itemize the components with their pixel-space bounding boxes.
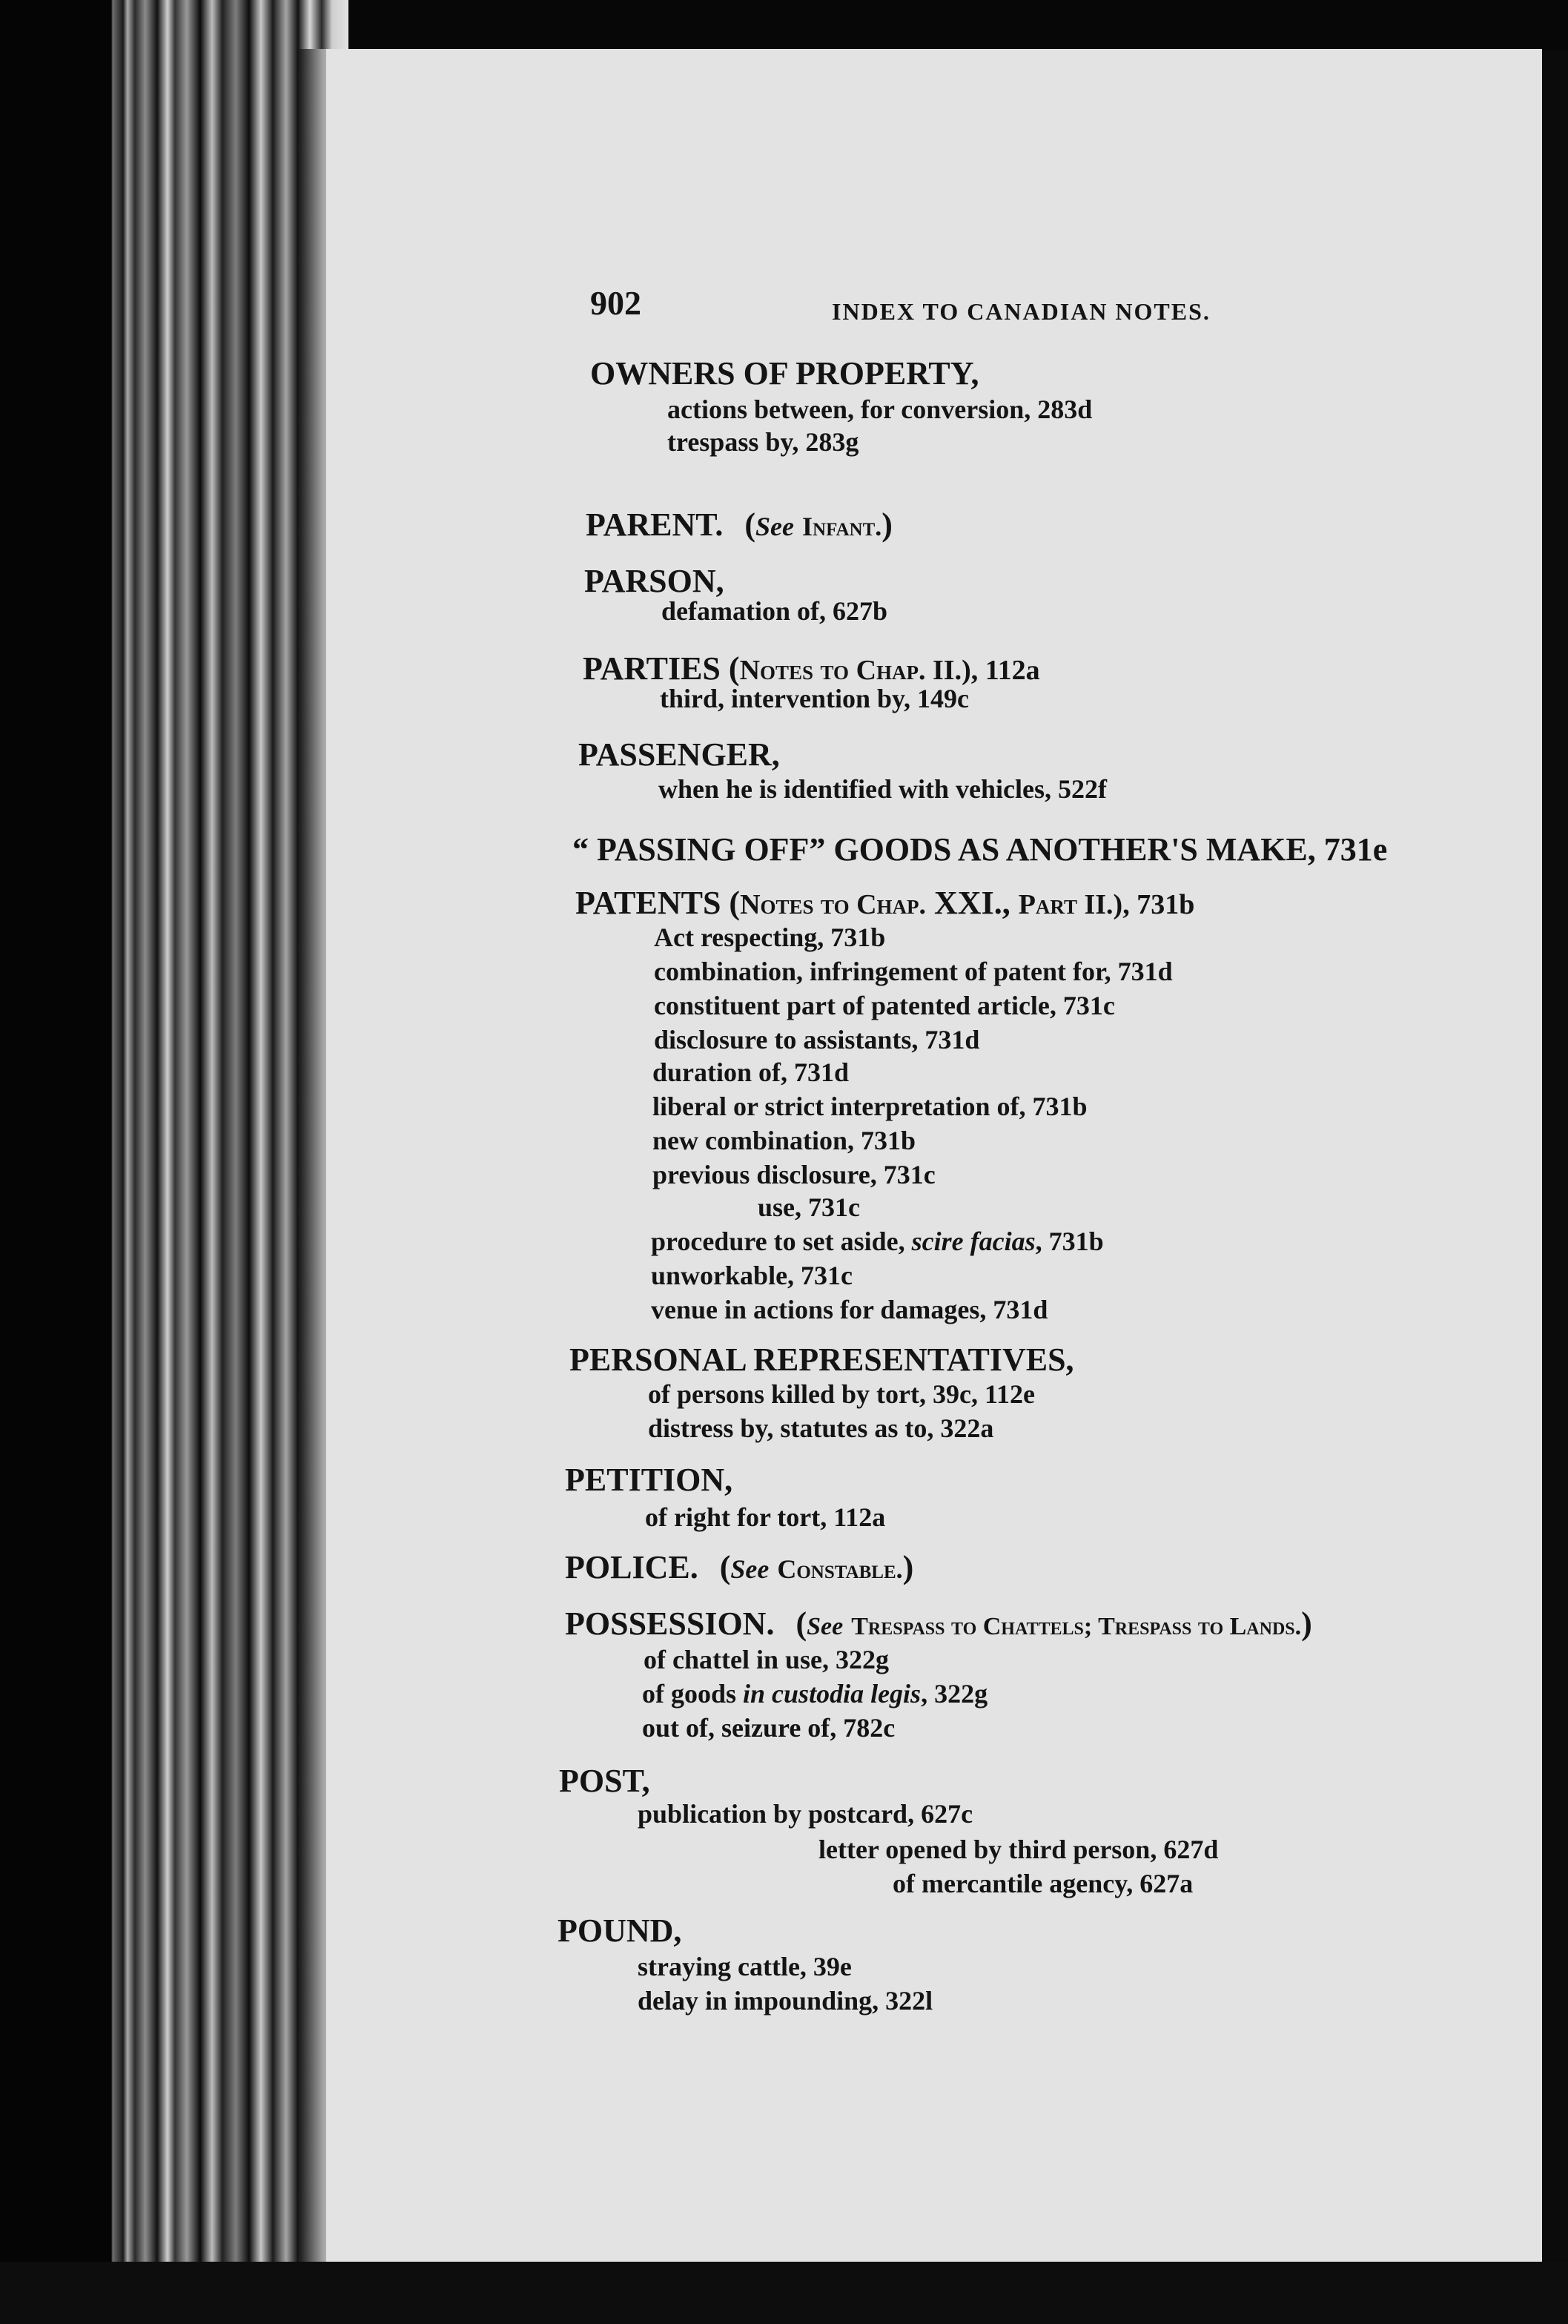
- paren-mid: XXI.,: [926, 885, 1019, 921]
- entry-line: [565, 1605, 1312, 1642]
- entry-subitem: duration of, 731d: [652, 1057, 850, 1087]
- entry-subitem: new combination, 731b: [652, 1126, 916, 1155]
- goods-ref: , 322g: [921, 1679, 988, 1709]
- paren-text-2: Part: [1018, 889, 1077, 920]
- entry-heading: PARENT.: [586, 506, 724, 543]
- procedure-text: procedure to set aside,: [651, 1227, 912, 1256]
- entry-line: [583, 650, 1040, 687]
- entry-subitem: use, 731c: [758, 1192, 860, 1222]
- entry-subitem: third, intervention by, 149c: [660, 684, 970, 713]
- see-close: ): [1301, 1605, 1312, 1642]
- entry-heading: POUND,: [558, 1912, 682, 1949]
- entry-subitem: [651, 1228, 1104, 1255]
- entry-subitem: trespass by, 283g: [667, 427, 859, 457]
- entry-subitem: out of, seizure of, 782c: [642, 1713, 896, 1743]
- entry-subitem: liberal or strict interpretation of, 731b: [652, 1092, 1088, 1121]
- paren-open: (: [728, 650, 740, 687]
- entry-heading: POSSESSION.: [565, 1605, 775, 1642]
- entry-line: [565, 1551, 913, 1584]
- see-reference: Infant.: [802, 512, 882, 541]
- entry-subitem: combination, infringement of patent for, 731d: [654, 957, 1173, 986]
- see-word: See: [807, 1613, 844, 1640]
- entry-subitem: of chattel in use, 322g: [644, 1645, 889, 1674]
- see-open: (: [795, 1605, 807, 1642]
- entry-subitem: delay in impounding, 322l: [638, 1986, 933, 2016]
- entry-subitem: Act respecting, 731b: [654, 922, 886, 952]
- see-open: (: [744, 506, 756, 543]
- entry-heading: POLICE.: [565, 1549, 698, 1585]
- entry-heading: PETITION,: [565, 1462, 733, 1498]
- entry-subitem: venue in actions for damages, 731d: [651, 1295, 1048, 1324]
- entry-subitem: actions between, for conversion, 283d: [667, 395, 1093, 424]
- entry-heading: OWNERS OF PROPERTY,: [590, 355, 979, 392]
- running-title: INDEX TO CANADIAN NOTES.: [832, 298, 1211, 325]
- entry-subitem: letter opened by third person, 627d: [818, 1835, 1219, 1864]
- entry-heading: PATENTS: [575, 885, 721, 921]
- paren-text: Notes to Chap.: [740, 889, 927, 920]
- entry-heading: PASSENGER,: [578, 736, 780, 773]
- entry-subitem: previous disclosure, 731c: [652, 1160, 936, 1189]
- book-binding-edge: [0, 0, 348, 2324]
- entry-heading: “ PASSING OFF” GOODS AS ANOTHER'S MAKE, 731e: [572, 831, 1388, 868]
- entry-subitem: straying cattle, 39e: [638, 1952, 852, 1981]
- entry-subitem: distress by, statutes as to, 322a: [648, 1413, 994, 1443]
- entry-heading: POST,: [559, 1763, 650, 1799]
- scan-bottom-border: [0, 2262, 1568, 2324]
- entry-line: [586, 506, 893, 543]
- goods-text: of goods: [642, 1679, 744, 1709]
- paren-close: ), 112a: [962, 655, 1040, 686]
- see-reference: Constable.: [777, 1554, 903, 1584]
- procedure-ref: , 731b: [1035, 1227, 1104, 1256]
- entry-subitem: when he is identified with vehicles, 522f: [658, 774, 1108, 804]
- entry-subitem: defamation of, 627b: [661, 596, 887, 626]
- see-open: (: [719, 1549, 731, 1585]
- paren-close: II.), 731b: [1076, 889, 1195, 920]
- see-close: ): [881, 506, 893, 543]
- entry-heading: PARTIES: [583, 650, 721, 687]
- entry-subitem: publication by postcard, 627c: [638, 1799, 973, 1829]
- page-number: 902: [590, 284, 641, 322]
- entry-subitem: unworkable, 731c: [651, 1261, 853, 1290]
- entry-subitem: disclosure to assistants, 731d: [654, 1025, 980, 1054]
- goods-latin: in custodia legis: [743, 1679, 922, 1709]
- entry-line: [575, 887, 1194, 920]
- see-word: See: [755, 512, 795, 541]
- paren-open: (: [729, 885, 741, 921]
- entry-heading: PERSONAL REPRESENTATIVES,: [569, 1341, 1074, 1378]
- entry-subitem: [642, 1680, 988, 1707]
- paren-text: Notes to Chap. II.: [739, 655, 962, 686]
- entry-subitem: of right for tort, 112a: [645, 1502, 886, 1532]
- entry-subitem: of mercantile agency, 627a: [893, 1869, 1194, 1898]
- procedure-latin: scire facias: [911, 1227, 1036, 1256]
- entry-heading: PARSON,: [584, 563, 724, 599]
- entry-subitem: of persons killed by tort, 39c, 112e: [648, 1379, 1035, 1409]
- see-reference: Trespass to Chattels; Trespass to Lands.: [851, 1613, 1302, 1640]
- see-close: ): [902, 1549, 914, 1585]
- entry-subitem: constituent part of patented article, 731c: [654, 991, 1115, 1020]
- see-word: See: [730, 1554, 770, 1584]
